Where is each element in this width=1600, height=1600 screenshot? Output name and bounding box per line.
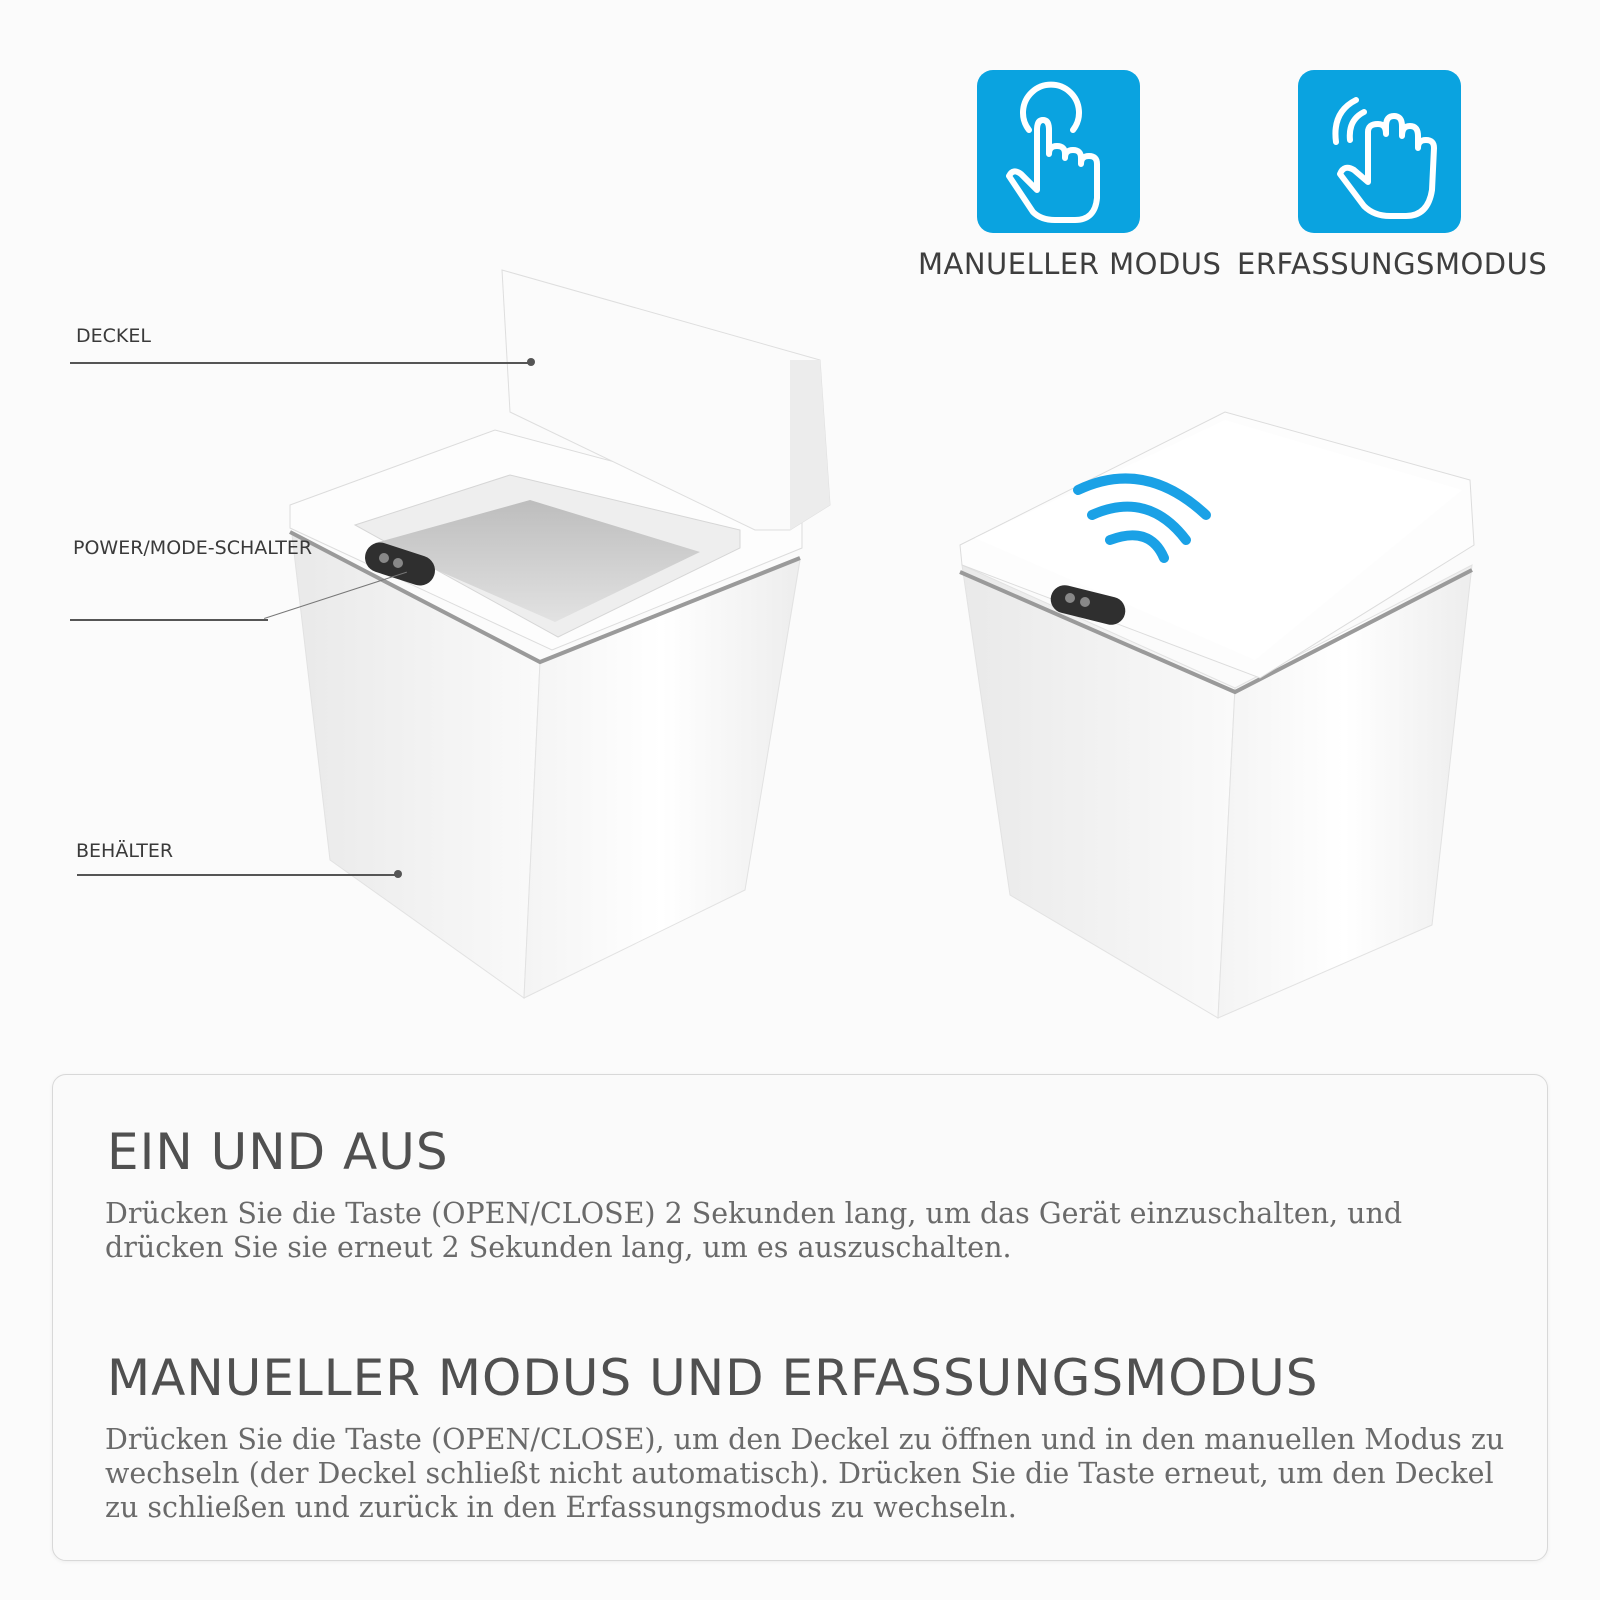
sensing-mode-label: ERFASSUNGSMODUS (1237, 247, 1548, 281)
open-bin (290, 270, 830, 998)
manual-mode-tile (977, 70, 1140, 233)
container-callout-label: BEHÄLTER (76, 840, 174, 862)
lid-callout-label: DECKEL (76, 325, 151, 347)
container-callout-dot (394, 870, 402, 878)
power-switch-callout-label: POWER/MODE-SCHALTER (73, 537, 313, 559)
lid-callout-dot (527, 358, 535, 366)
section-body: Drücken Sie die Taste (OPEN/CLOSE), um den Deckel zu öffnen und in den manuellen Modus zu wechseln (der Deckel schließt nicht automatisch). Drücken Sie die Taste erneut, um den Deckel zu schließen und zurück in den Erfassungsmodus zu wechseln. (105, 1423, 1505, 1524)
sensing-mode-tile (1298, 70, 1461, 233)
section-heading: MANUELLER MODUS UND ERFASSUNGSMODUS (107, 1349, 1319, 1407)
info-panel (52, 1074, 1548, 1561)
manual-mode-label: MANUELLER MODUS (918, 247, 1222, 281)
section-body: Drücken Sie die Taste (OPEN/CLOSE) 2 Sekunden lang, um das Gerät einzuschalten, und drücken Sie sie erneut 2 Sekunden lang, um es auszuschalten. (105, 1197, 1403, 1264)
tap-finger-icon (977, 70, 1140, 233)
section-heading: EIN UND AUS (107, 1123, 449, 1181)
wave-hand-icon (1298, 70, 1461, 233)
power-switch-callout-line (70, 619, 268, 621)
closed-bin (960, 412, 1474, 1018)
container-callout-line (77, 874, 397, 876)
lid-callout-line (70, 362, 530, 364)
